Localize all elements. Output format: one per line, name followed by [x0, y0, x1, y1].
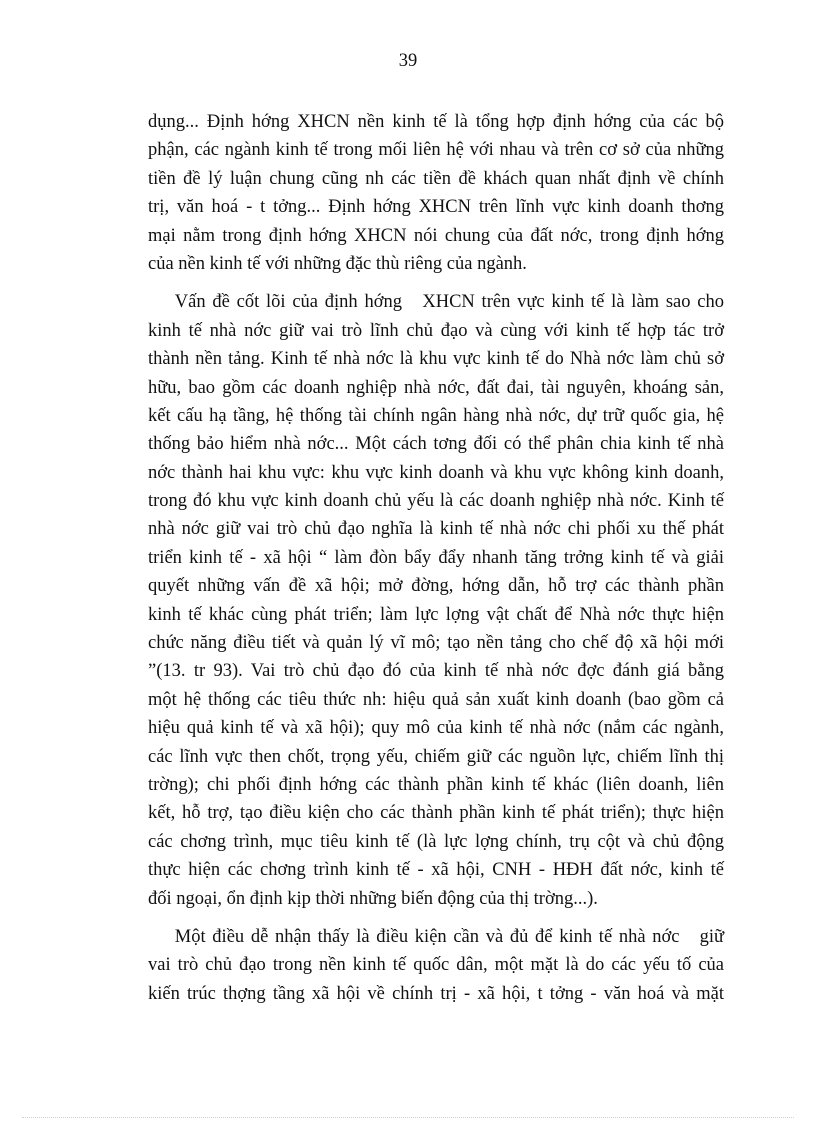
text-line: nhà nớc giữ vai trò chủ đạo nghĩa là kinh tế nhà nớc chi phối xu thế phát — [148, 519, 724, 540]
page-edge-divider — [22, 1117, 794, 1118]
text-line: thành nền tảng. Kinh tế nhà nớc là khu vực kinh tế do Nhà nớc làm chủ sở — [148, 349, 724, 370]
text-line: Vấn đề cốt lõi của định hớng XHCN trên vực kinh tế là làm sao cho — [148, 292, 724, 313]
text-line: kinh tế khác cùng phát triển; làm lực lợng vật chất để Nhà nớc thực hiện — [148, 604, 724, 625]
text-line: hiệu quả kinh tế và xã hội); quy mô của kinh tế nhà nớc (nắm các ngành, — [148, 718, 724, 739]
document-body — [148, 108, 724, 1008]
text-line: vai trò chủ đạo trong nền kinh tế quốc dân, một mặt là do các yếu tố của — [148, 955, 724, 976]
page-number: 39 — [398, 51, 418, 71]
text-line: thống bảo hiểm nhà nớc... Một cách tơng đối có thể phân chia kinh tế nhà — [148, 434, 724, 455]
text-line: triển kinh tế - xã hội “ làm đòn bẩy đẩy nhanh tăng trởng kinh tế và giải — [148, 547, 724, 568]
text-line: trờng); chi phối định hớng các thành phần kinh tế khác (liên doanh, liên — [148, 774, 724, 795]
text-line: mại nằm trong định hớng XHCN nói chung của đất nớc, trong định hớng — [148, 225, 724, 246]
text-line: dụng... Định hớng XHCN nền kinh tế là tổng hợp định hớng của các bộ — [148, 112, 724, 132]
text-line: trị, văn hoá - t tởng... Định hớng XHCN trên lĩnh vực kinh doanh thơng — [148, 197, 724, 218]
text-line: đối ngoại, ổn định kịp thời những biến động của thị trờng...). — [148, 888, 598, 909]
text-line: trong đó khu vực kinh doanh chủ yếu là các doanh nghiệp nhà nớc. Kinh tế — [148, 491, 724, 512]
text-line: của nền kinh tế với những đặc thù riêng của ngành. — [148, 253, 527, 274]
text-line: hữu, bao gồm các doanh nghiệp nhà nớc, đất đai, tài nguyên, khoáng sản, — [148, 377, 724, 398]
text-line: quyết những vấn đề xã hội; mở đờng, hớng dẫn, hỗ trợ các thành phần — [148, 576, 724, 597]
text-line: ”(13. tr 93). Vai trò chủ đạo đó của kinh tế nhà nớc đợc đánh giá bằng — [148, 661, 724, 682]
text-line: kinh tế nhà nớc giữ vai trò lĩnh chủ đạo và cùng với kinh tế hợp tác trở — [148, 320, 724, 341]
text-line: kiến trúc thợng tầng xã hội về chính trị - xã hội, t tởng - văn hoá và mặt — [148, 983, 724, 1004]
text-line: các chơng trình, mục tiêu kinh tế (là lực lợng chính, trụ cột và chủ động — [148, 831, 724, 852]
text-line: thực hiện các chơng trình kinh tế - xã hội, CNH - HĐH đất nớc, kinh tế — [148, 860, 724, 881]
text-line: kết cấu hạ tầng, hệ thống tài chính ngân hàng nhà nớc, dự trữ quốc gia, hệ — [148, 405, 724, 426]
paragraph — [148, 288, 724, 913]
paragraph — [148, 108, 724, 278]
text-line: các lĩnh vực then chốt, trọng yếu, chiếm giữ các nguồn lực, chiếm lĩnh thị — [148, 746, 724, 767]
text-line: một hệ thống các tiêu thức nh: hiệu quả sản xuất kinh doanh (bao gồm cả — [148, 689, 724, 710]
text-line: chức năng điều tiết và quản lý vĩ mô; tạo nền tảng cho chế độ xã hội mới — [148, 633, 724, 654]
text-line: kết, hỗ trợ, tạo điều kiện cho các thành phần kinh tế phát triển); thực hiện — [148, 803, 724, 824]
text-line: Một điều dễ nhận thấy là điều kiện cần và đủ để kinh tế nhà nớc giữ — [148, 926, 724, 947]
text-line: nớc thành hai khu vực: khu vực kinh doanh và khu vực không kinh doanh, — [148, 462, 724, 483]
paragraph — [148, 923, 724, 1008]
text-line: phận, các ngành kinh tế trong mối liên hệ với nhau và trên cơ sở của những — [148, 140, 724, 161]
text-line: tiền đề lý luận chung cũng nh các tiền đề khách quan nhất định về chính — [148, 168, 724, 189]
